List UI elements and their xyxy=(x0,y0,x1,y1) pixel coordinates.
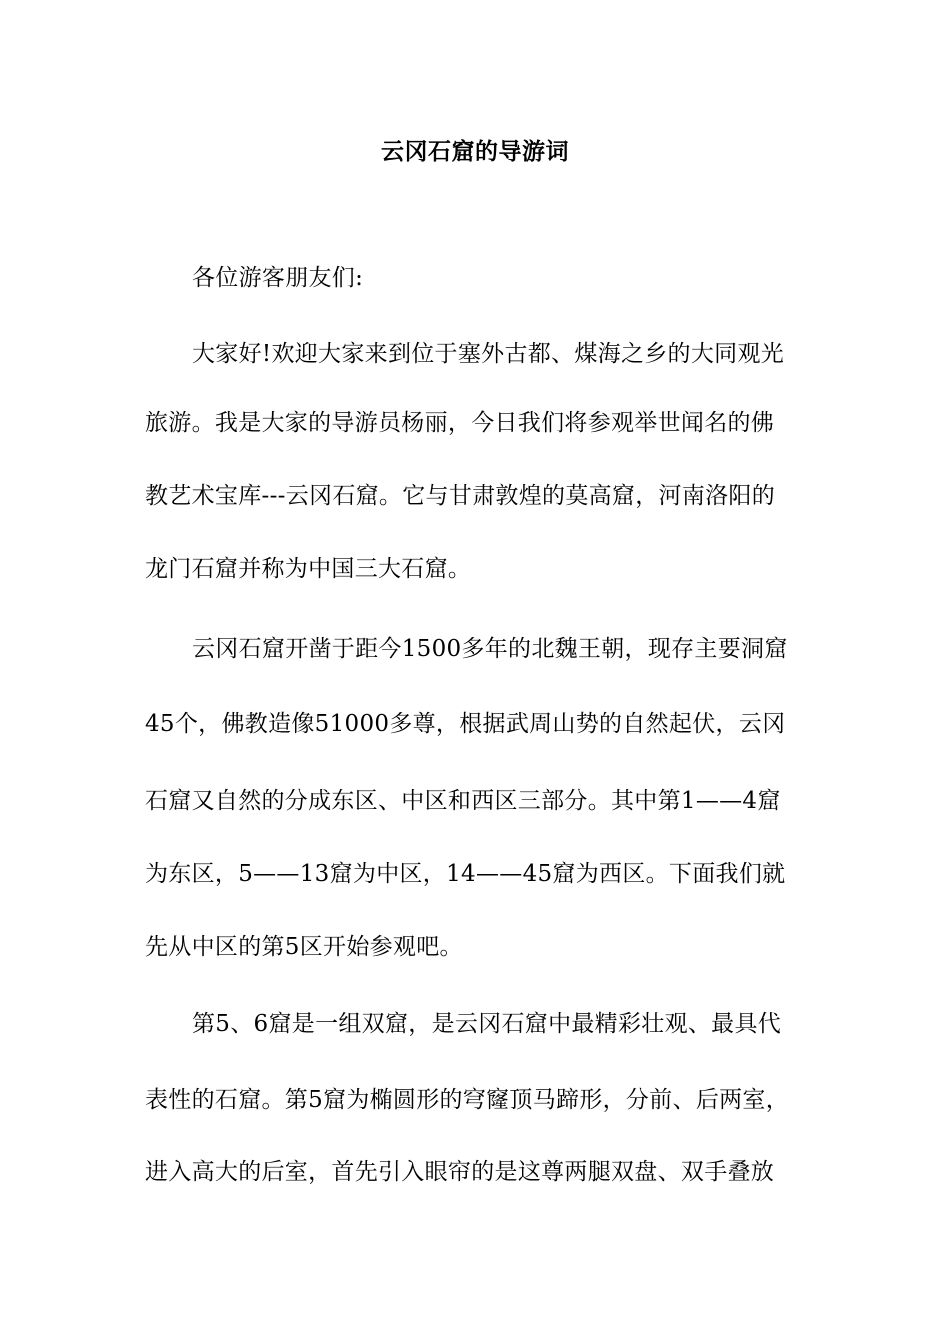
paragraph-1-line-2: 旅游。我是大家的导游员杨丽，今日我们将参观举世闻名的佛 xyxy=(145,410,775,436)
paragraph-2-line-2: 45个，佛教造像51000多尊，根据武周山势的自然起伏，云冈 xyxy=(145,711,786,737)
paragraph-1-line-1: 大家好!欢迎大家来到位于塞外古都、煤海之乡的大同观光 xyxy=(192,341,785,367)
paragraph-2-line-5: 先从中区的第5区开始参观吧。 xyxy=(145,934,463,960)
paragraph-2-line-1: 云冈石窟开凿于距今1500多年的北魏王朝，现存主要洞窟 xyxy=(192,636,788,662)
paragraph-3-line-3: 进入高大的后室，首先引入眼帘的是这尊两腿双盘、双手叠放 xyxy=(145,1159,775,1185)
paragraph-2-line-3: 石窟又自然的分成东区、中区和西区三部分。其中第1——4窟 xyxy=(145,788,781,814)
paragraph-3-line-2: 表性的石窟。第5窟为椭圆形的穹窿顶马蹄形，分前、后两室， xyxy=(145,1087,790,1113)
document-title: 云冈石窟的导游词 xyxy=(381,138,569,165)
paragraph-2-line-4: 为东区，5——13窟为中区，14——45窟为西区。下面我们就 xyxy=(145,861,786,887)
paragraph-1-line-4: 龙门石窟并称为中国三大石窟。 xyxy=(145,556,472,582)
paragraph-1-line-3: 教艺术宝库---云冈石窟。它与甘肃敦煌的莫高窟，河南洛阳的 xyxy=(145,483,776,509)
greeting-line: 各位游客朋友们: xyxy=(192,265,364,291)
paragraph-3-line-1: 第5、6窟是一组双窟，是云冈石窟中最精彩壮观、最具代 xyxy=(192,1011,782,1037)
